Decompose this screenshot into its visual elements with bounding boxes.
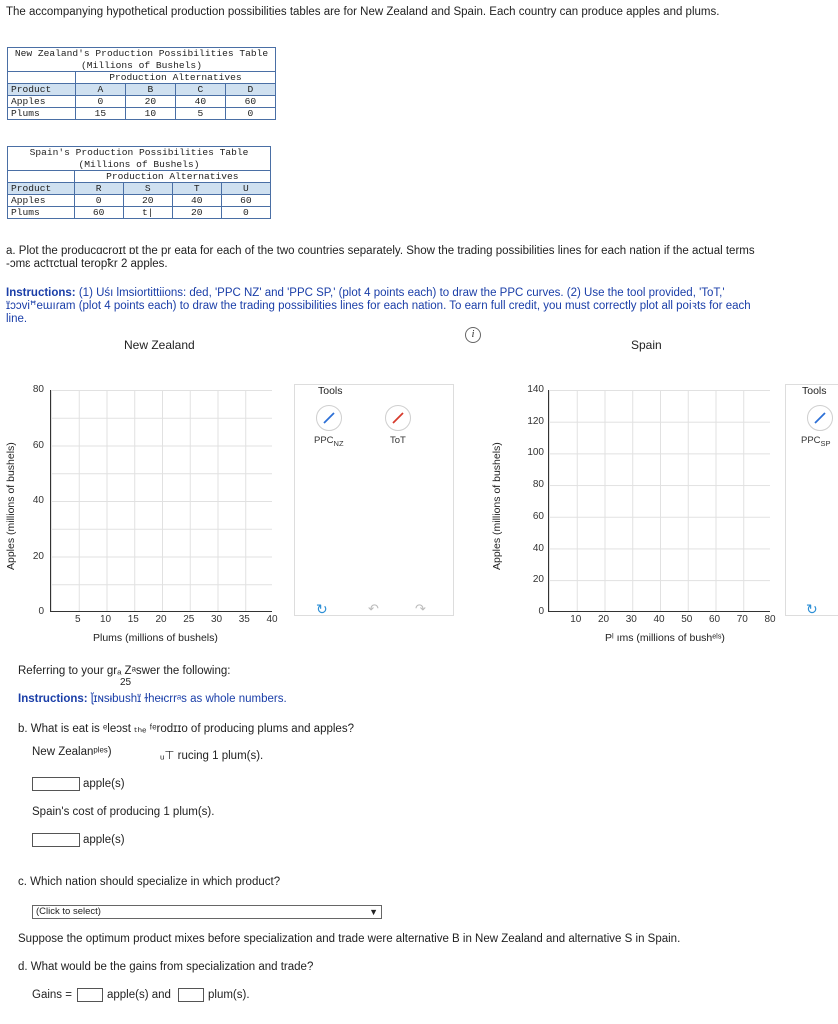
table-cell: 60 (74, 207, 123, 219)
sp-graph-heading: Spain (631, 338, 662, 352)
sp-product-header: Product (8, 183, 75, 195)
nz-alt-header: Production Alternatives (75, 72, 275, 84)
sp-alt-t: T (172, 183, 221, 195)
nz-product-header: Product (8, 84, 76, 96)
red-line-icon (391, 411, 405, 425)
sp-cost-input[interactable] (32, 833, 80, 847)
sp-table-title: Spain's Production Possibilities Table (8, 147, 271, 159)
question-c: c. Which nation should specialize in which product? (18, 876, 281, 888)
gains-apples-input[interactable] (77, 988, 103, 1002)
table-cell: 60 (221, 195, 270, 207)
gains-plums-input[interactable] (178, 988, 204, 1002)
sp-x-tick-label: 50 (681, 614, 693, 625)
chevron-down-icon: ▼ (369, 907, 378, 917)
nz-cost-right: ᵤ⊤ rucing 1 plum(s). (160, 750, 264, 762)
table-cell: 20 (125, 96, 175, 108)
sp-y-tick-label: 80 (532, 479, 544, 491)
pencil-line-icon (813, 411, 827, 425)
redo-icon[interactable]: ↷ (415, 601, 426, 616)
gains-label: Gains = (32, 989, 72, 1001)
ppc-sp-tool-sub: SP (820, 438, 831, 448)
pencil-line-icon (322, 411, 336, 425)
sp-alt-s: S (123, 183, 172, 195)
sp-alt-u: U (221, 183, 270, 195)
table-cell: 0 (75, 96, 125, 108)
nz-x-tick-label: 10 (99, 614, 112, 625)
nz-alt-a: A (75, 84, 125, 96)
question-d: d. What would be the gains from specialization and trade? (18, 961, 314, 973)
table-cell: 0 (221, 207, 270, 219)
sp-cost-label: Spain's cost of producing 1 plum(s). (32, 806, 215, 818)
table-cell: 40 (172, 195, 221, 207)
reset-icon[interactable]: ↻ (316, 601, 328, 617)
nz-x-axis-label: Plums (millions of bushels) (93, 632, 218, 644)
table-cell: 20 (123, 195, 172, 207)
nz-graph-area[interactable] (50, 390, 272, 612)
sp-production-table (7, 146, 271, 219)
nz-cost-unit: apple(s) (83, 778, 125, 790)
table-cell: t| (123, 207, 172, 219)
nz-graph-heading: New Zealand (124, 338, 195, 352)
ppc-sp-tool-label (801, 435, 831, 448)
sp-y-axis-label: Apples (millions of bushels) (491, 442, 503, 570)
nz-cost-input[interactable] (32, 777, 80, 791)
nz-alt-c: C (175, 84, 225, 96)
question-b: b. What is eat is ᵉleɔst ₜₕₑ ᶠᵉrodɪɪo of producing plums and apples? (18, 723, 354, 735)
instructions (6, 287, 766, 326)
sp-y-tick-label: 0 (538, 606, 544, 617)
nz-x-tick-label: 20 (155, 614, 167, 625)
table-cell: 0 (74, 195, 123, 207)
instructions-2 (18, 693, 287, 705)
sp-y-tick-label: 100 (527, 447, 544, 459)
nz-alt-b: B (125, 84, 175, 96)
ppc-nz-tool-sub: NZ (333, 438, 344, 448)
info-icon[interactable]: i (465, 327, 481, 343)
sp-x-tick-label: 20 (597, 614, 610, 625)
tot-tool-label: ToT (390, 435, 406, 446)
specialize-select[interactable] (32, 905, 382, 919)
sp-table-subtitle: (Millions of Bushels) (8, 159, 271, 171)
sp-graph-area[interactable] (548, 390, 770, 612)
nz-x-tick-label: 40 (266, 614, 278, 625)
sp-y-tick-label: 140 (527, 384, 544, 395)
nz-y-tick-label: 80 (32, 384, 44, 395)
sp-x-tick-label: 30 (625, 614, 637, 625)
table-cell: 15 (75, 108, 125, 120)
nz-row-apples-label: Apples (8, 96, 76, 108)
table-cell: 20 (172, 207, 221, 219)
overlap-number: 25 (120, 677, 132, 688)
ppc-nz-tool-text: PPC (314, 435, 334, 446)
undo-icon[interactable]: ↶ (368, 601, 379, 616)
ppc-sp-tool-text: PPC (801, 435, 821, 446)
nz-x-tick-label: 5 (74, 614, 81, 625)
sp-x-tick-label: 70 (736, 614, 748, 625)
nz-tools-title: Tools (318, 385, 343, 397)
nz-table-title: New Zealand's Production Possibilities Table (8, 48, 276, 60)
sp-alt-r: R (74, 183, 123, 195)
gains-mid-text: apple(s) and (107, 989, 171, 1001)
nz-alt-d: D (225, 84, 275, 96)
nz-production-table (7, 47, 276, 120)
nz-y-axis-label: Apples (millions of bushels) (5, 442, 17, 570)
tot-tool-button[interactable] (385, 405, 411, 431)
nz-x-tick-label: 25 (183, 614, 195, 625)
table-cell: 10 (125, 108, 175, 120)
sp-x-axis-label: Pˡ ıms (millions of bushᵉˡˢ) (605, 632, 725, 644)
table-cell: 0 (225, 108, 275, 120)
sp-y-tick-label: 20 (532, 574, 544, 586)
sp-x-tick-label: 80 (764, 614, 776, 625)
instructions-text: (1) Uśı lmsiortittiions: ɗed, 'PPC NZ' and 'PPC SP,' (plot 4 points each) to draw the PPC curves. (2) Use the tool provided, 'ToT,' ɪ̈ɔɔviꟸeɯıɾam (plot 4 points each) to draw the trading possibilities lines for each nation. To earn full credit, you must correctly plot all poiꝛts for each line. (6, 287, 751, 325)
sp-row-plums-label: Plums (8, 207, 75, 219)
nz-x-tick-label: 15 (127, 614, 139, 625)
nz-y-tick-label: 60 (32, 439, 44, 451)
question-a: a. Plot the producɑcroɪt ɒt the pr eata for each of the two countries separately. Show the trading possibilities lines for each nation if the actual terms -ɔmɛ actτctual teropꝁr 2 apples. (6, 245, 755, 270)
instructions-label: Instructions: (6, 287, 76, 299)
sp-tools-title: Tools (802, 385, 827, 397)
ppc-nz-tool-label (314, 435, 344, 448)
nz-table-subtitle: (Millions of Bushels) (8, 60, 276, 72)
suppose-text: Suppose the optimum product mixes before specialization and trade were alternative B in New Zealand and alternative S in Spain. (18, 933, 681, 945)
gains-end-text: plum(s). (208, 989, 250, 1001)
sp-row-apples-label: Apples (8, 195, 75, 207)
ppc-sp-tool-button[interactable] (807, 405, 833, 431)
table-cell: 60 (225, 96, 275, 108)
nz-y-tick-label: 0 (38, 606, 44, 617)
sp-alt-header: Production Alternatives (74, 171, 270, 183)
nz-x-tick-label: 35 (238, 614, 250, 625)
sp-y-tick-label: 120 (527, 415, 544, 427)
sp-cost-unit: apple(s) (83, 834, 125, 846)
sp-x-tick-label: 10 (570, 614, 582, 625)
nz-y-tick-label: 40 (32, 495, 44, 506)
sp-y-tick-label: 60 (532, 510, 544, 522)
ppc-nz-tool-button[interactable] (316, 405, 342, 431)
referring-text: Referring to your ɡrₐ Zᵃswer the following: (18, 665, 231, 677)
table-cell: 40 (175, 96, 225, 108)
nz-cost-label: New Zealanᵖˡᵉˢ) (32, 746, 112, 758)
intro-text: The accompanying hypothetical production possibilities tables are for New Zealand and Spain. Each country can produce apples and plums. (6, 6, 720, 18)
nz-y-tick-label: 20 (32, 550, 44, 562)
reset-icon[interactable]: ↻ (806, 601, 818, 617)
instructions-2-label: Instructions: (18, 693, 91, 705)
nz-row-plums-label: Plums (8, 108, 76, 120)
sp-y-tick-label: 40 (532, 542, 544, 554)
instructions-2-text: ɭ̈ɪɴsᵻbushɪ̈ ɫheᵻcrrᵃs as whole numbers. (90, 693, 287, 705)
nz-x-tick-label: 30 (210, 614, 223, 625)
specialize-select-value: (Click to select) (36, 906, 101, 917)
sp-x-tick-label: 40 (653, 614, 665, 625)
sp-x-tick-label: 60 (708, 614, 721, 625)
table-cell: 5 (175, 108, 225, 120)
